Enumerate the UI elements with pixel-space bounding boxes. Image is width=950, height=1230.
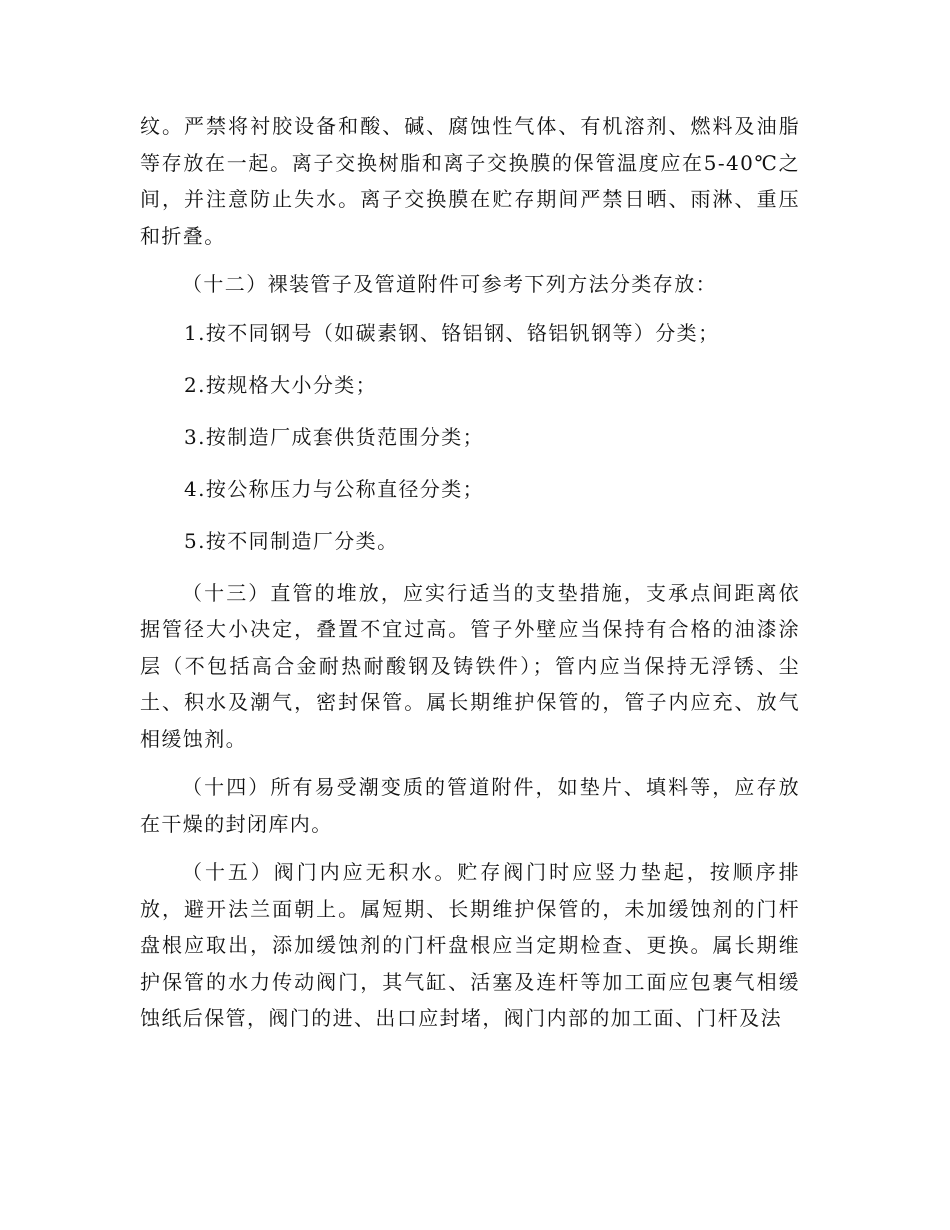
- list-item: 2.按规格大小分类；: [184, 372, 378, 397]
- paragraph-12: （十二）裸装管子及管道附件可参考下列方法分类存放：: [182, 272, 717, 296]
- list-item: 4.按公称压力与公称直径分类；: [184, 476, 485, 501]
- list-item: 1.按不同钢号（如碳素钢、铬铝钢、铬铝钒钢等）分类；: [184, 320, 720, 345]
- paragraph-continued: 纹。严禁将衬胶设备和酸、碱、腐蚀性气体、有机溶剂、燃料及油脂等存放在一起。离子交换树脂和离子交换膜的保管温度应在5-40℃之间，并注意防止失水。离子交换膜在贮存期间严禁日晒、雨淋、重压和折叠。: [140, 114, 800, 248]
- list-item: 5.按不同制造厂分类。: [184, 528, 399, 553]
- paragraph-14: （十四）所有易受潮变质的管道附件，如垫片、填料等，应存放在干燥的封闭库内。: [140, 775, 800, 836]
- document-body: [140, 108, 800, 1049]
- list-item: 3.按制造厂成套供货范围分类；: [184, 424, 485, 449]
- paragraph-15: （十五）阀门内应无积水。贮存阀门时应竖力垫起，按顺序排放，避开法兰面朝上。属短期、长期维护保管的，未加缓蚀剂的门杆盘根应取出，添加缓蚀剂的门杆盘根应当定期检查、更换。属长期维护保管的水力传动阀门，其气缸、活塞及连杆等加工面应包裹气相缓蚀纸后保管，阀门的进、出口应封堵，阀门内部的加工面、门杆及法: [140, 860, 800, 1030]
- paragraph-13: （十三）直管的堆放，应实行适当的支垫措施，支承点间距离依据管径大小决定，叠置不宜过高。管子外壁应当保持有合格的油漆涂层（不包括高合金耐热耐酸钢及铸铁件）；管内应当保持无浮锈、尘土、积水及潮气，密封保管。属长期维护保管的，管子内应充、放气相缓蚀剂。: [140, 580, 800, 751]
